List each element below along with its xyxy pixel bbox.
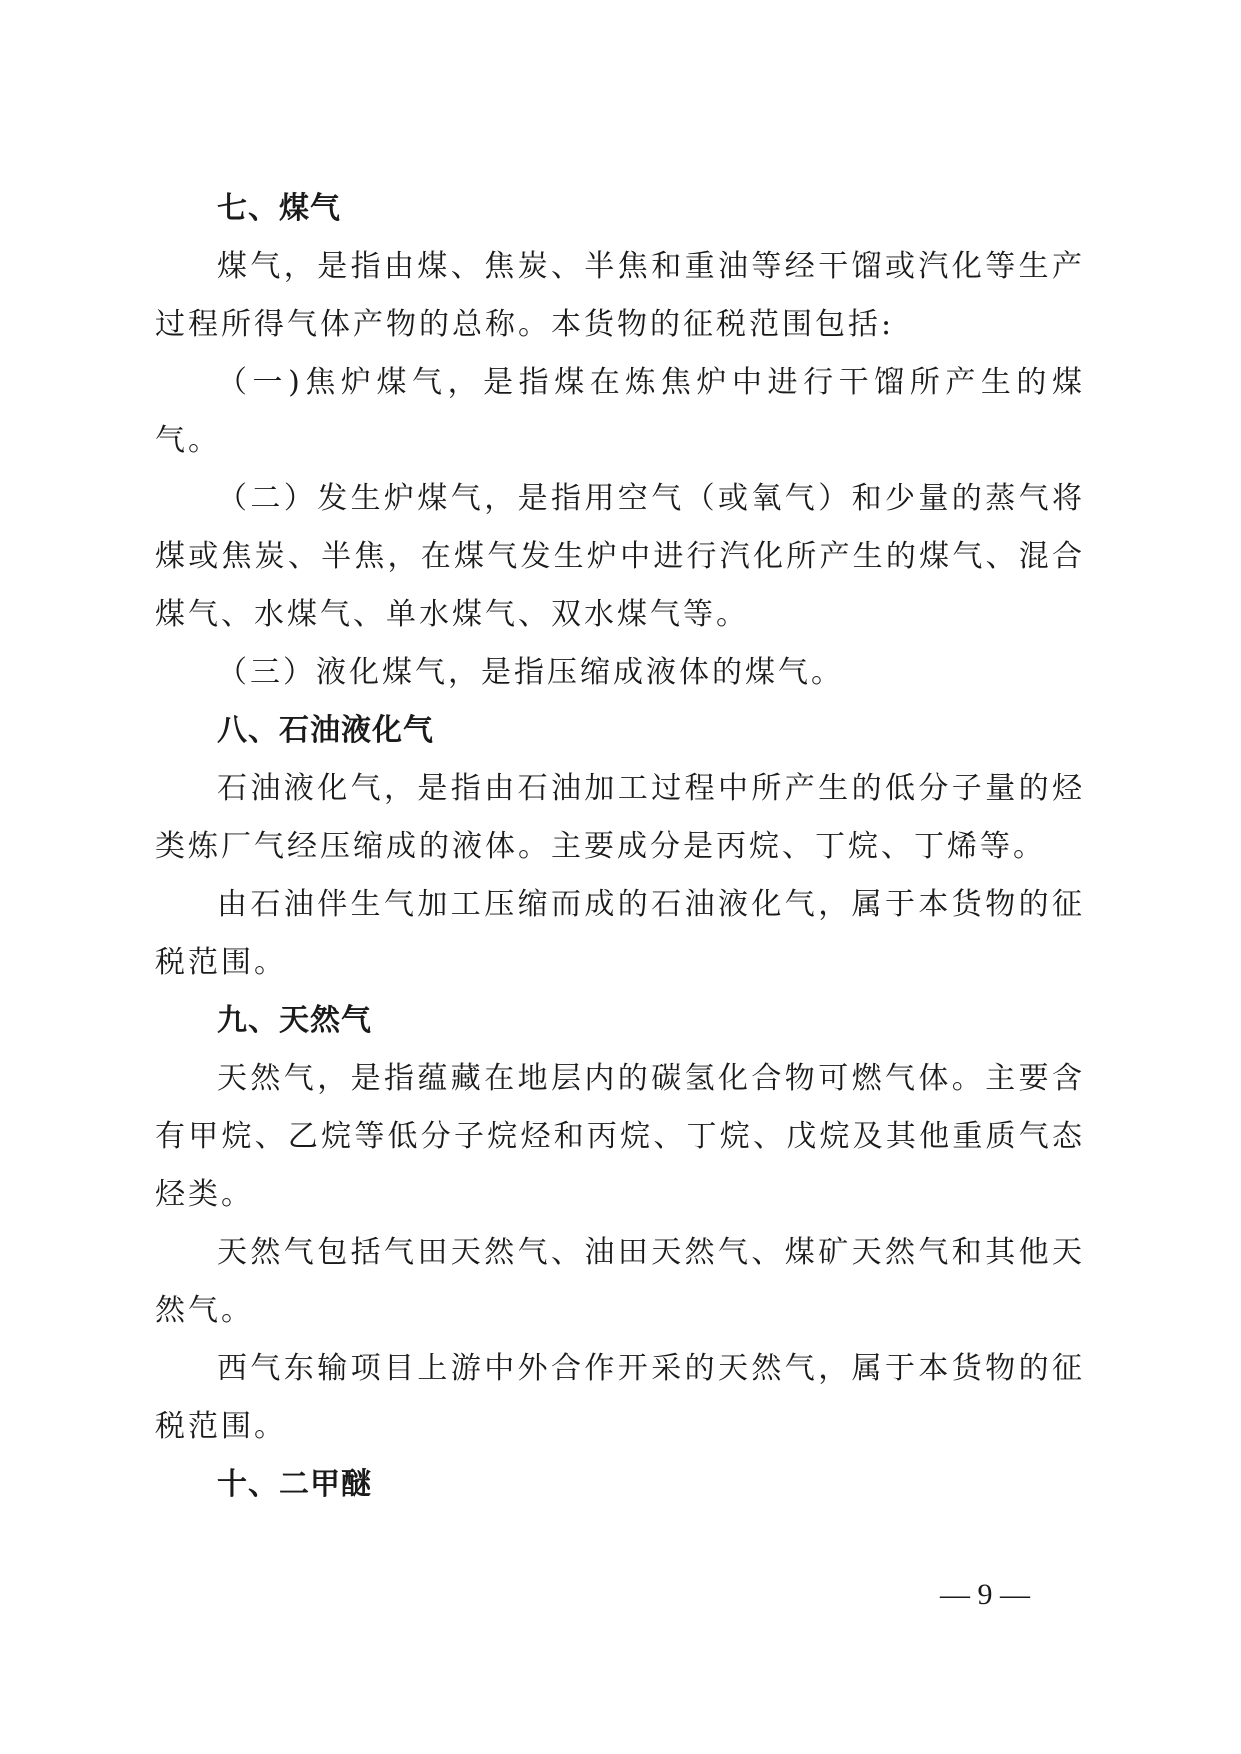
paragraph: 天然气，是指蕴藏在地层内的碳氢化合物可燃气体。主要含有甲烷、乙烷等低分子烷烃和丙烷、丁烷、戊烷及其他重质气态烃类。	[155, 1061, 1085, 1212]
section-heading-lpg: 八、石油液化气	[217, 713, 434, 748]
paragraph: 煤气，是指由煤、焦炭、半焦和重油等经干馏或汽化等生产过程所得气体产物的总称。本货物的征税范围包括:	[155, 249, 1085, 342]
document-body	[155, 180, 1085, 1514]
section-heading-coal-gas: 七、煤气	[217, 191, 341, 226]
section-heading-natural-gas: 九、天然气	[217, 1003, 372, 1038]
paragraph: （二）发生炉煤气，是指用空气（或氧气）和少量的蒸气将煤或焦炭、半焦，在煤气发生炉中进行汽化所产生的煤气、混合煤气、水煤气、单水煤气、双水煤气等。	[155, 481, 1085, 632]
paragraph: 天然气包括气田天然气、油田天然气、煤矿天然气和其他天然气。	[155, 1235, 1085, 1328]
paragraph: （三）液化煤气，是指压缩成液体的煤气。	[217, 655, 844, 690]
section-heading-dimethyl-ether: 十、二甲醚	[217, 1467, 372, 1502]
paragraph: 西气东输项目上游中外合作开采的天然气，属于本货物的征税范围。	[155, 1351, 1085, 1444]
page-number: — 9 —	[940, 1578, 1030, 1611]
paragraph: 石油液化气，是指由石油加工过程中所产生的低分子量的烃类炼厂气经压缩成的液体。主要成分是丙烷、丁烷、丁烯等。	[155, 771, 1085, 864]
paragraph: （一)焦炉煤气，是指煤在炼焦炉中进行干馏所产生的煤气。	[155, 365, 1085, 458]
paragraph: 由石油伴生气加工压缩而成的石油液化气，属于本货物的征税范围。	[155, 887, 1085, 980]
